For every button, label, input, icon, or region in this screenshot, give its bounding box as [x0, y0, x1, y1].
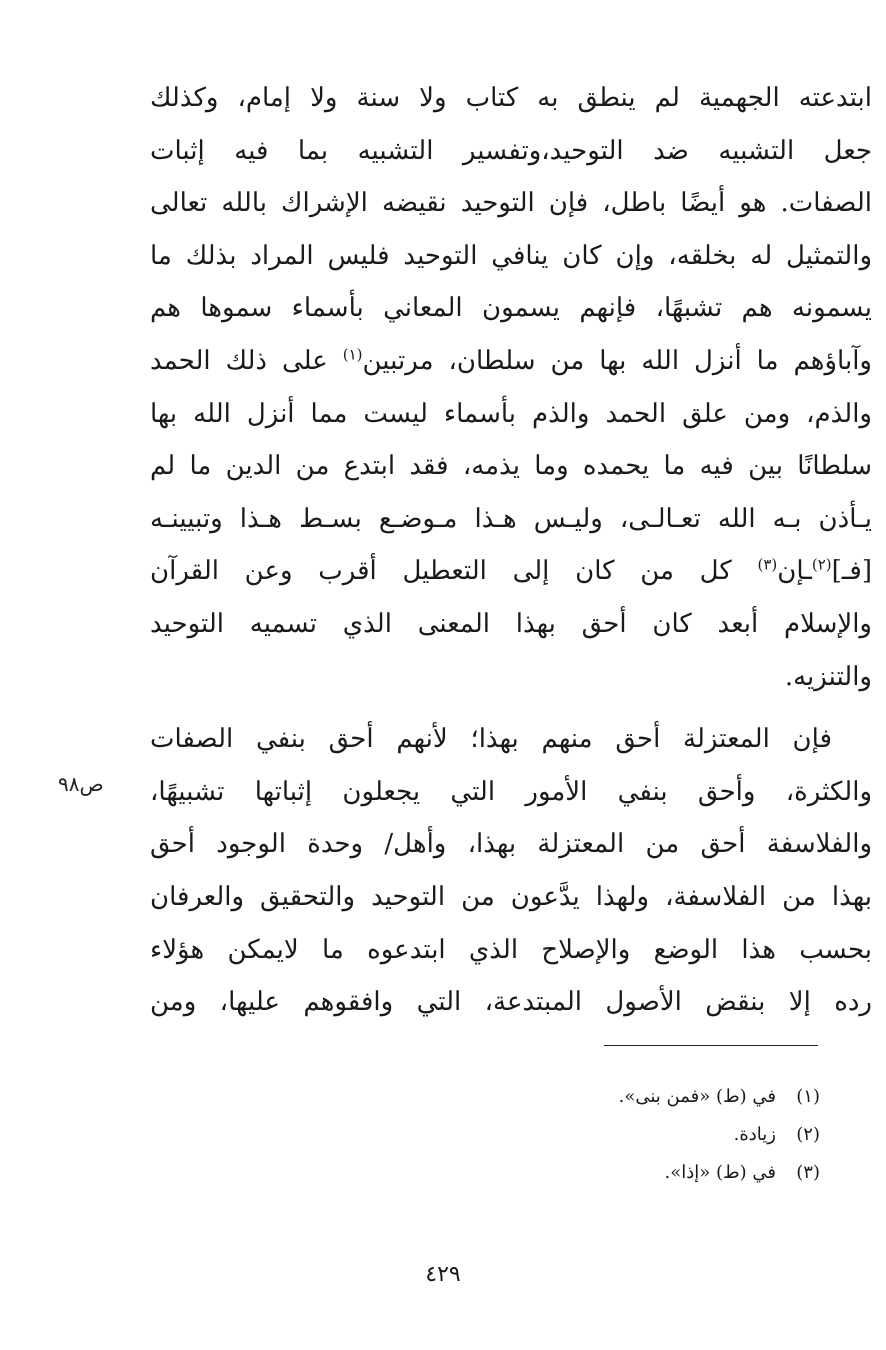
- footnote-1: [480, 1078, 820, 1116]
- footnote-2: [480, 1116, 820, 1154]
- page-number: ٤٢٩: [425, 1262, 461, 1287]
- text-line: والفلاسفة أحق من المعتزلة بهذا، وأهل/ وحدة الوجود أحق: [150, 829, 872, 860]
- footnote-text: زيادة.: [733, 1124, 776, 1145]
- text-segment: وآباؤهم ما أنزل الله بها من سلطان، مرتبين: [362, 345, 872, 376]
- footnote-divider: [604, 1045, 818, 1046]
- text-line: [150, 335, 872, 388]
- text-line: [150, 545, 872, 598]
- text-line: والذم، ومن علق الحمد والذم بأسماء ليست مما أنزل الله بها: [150, 398, 872, 429]
- text-line: يـأذن بـه الله تعـالـى، وليـس هـذا مـوضـع بسـط هـذا وتبيينـه: [150, 503, 872, 534]
- footnote-number: (١): [796, 1086, 820, 1107]
- footnote-number: (٣): [796, 1162, 820, 1183]
- footnote-text: في (ط) «فمن بنى».: [618, 1086, 776, 1107]
- main-text: [150, 72, 872, 1029]
- footnote-ref-3: (٣): [757, 555, 778, 574]
- text-line: والتنزيه.: [784, 661, 872, 692]
- footnote-ref-2: (٢): [811, 555, 832, 574]
- text-line: جعل التشبيه ضد التوحيد،وتفسير التشبيه بما فيه إثبات: [150, 135, 872, 166]
- text-line: والكثرة، وأحق بنفي الأمور التي يجعلون إثباتها تشبيهًا،: [150, 776, 872, 807]
- text-line: فإن المعتزلة أحق منهم بهذا؛ لأنهم أحق بنفي الصفات: [150, 724, 832, 755]
- manuscript-page-marker: ص٩٨: [58, 772, 104, 796]
- paragraph-gap: [150, 703, 872, 713]
- text-line: والإسلام أبعد كان أحق بهذا المعنى الذي تسميه التوحيد: [150, 608, 872, 639]
- text-line: رده إلا بنقض الأصول المبتدعة، التي وافقوهم عليها، ومن: [150, 987, 872, 1018]
- footnotes: [480, 1078, 820, 1192]
- text-segment: كل من كان إلى التعطيل أقرب وعن القرآن: [150, 556, 758, 587]
- text-line: الصفات. هو أيضًا باطل، فإن التوحيد نقيضه الإشراك بالله تعالى: [150, 188, 872, 219]
- footnote-ref-1: (١): [342, 345, 363, 364]
- text-line: والتمثيل له بخلقه، وإن كان ينافي التوحيد فليس المراد بذلك ما: [150, 240, 872, 271]
- footnote-text: في (ط) «إذا».: [664, 1162, 776, 1183]
- text-line: بهذا من الفلاسفة، ولهذا يدَّعون من التوحيد والتحقيق والعرفان: [150, 881, 872, 912]
- text-line: بحسب هذا الوضع والإصلاح الذي ابتدعوه ما لايمكن هؤلاء: [150, 934, 872, 965]
- footnote-number: (٢): [796, 1124, 820, 1145]
- text-line: يسمونه هم تشبهًا، فإنهم يسمون المعاني بأسماء سموها هم: [150, 293, 872, 324]
- text-segment: على ذلك الحمد: [150, 345, 343, 376]
- text-line: ابتدعته الجهمية لم ينطق به كتاب ولا سنة ولا إمام، وكذلك: [150, 83, 872, 113]
- text-segment: ـإن: [777, 556, 812, 587]
- footnote-3: [480, 1154, 820, 1192]
- text-segment: [فـ]: [831, 556, 872, 587]
- text-line: سلطانًا بين فيه ما يحمده وما يذمه، فقد ابتدع من الدين ما لم: [150, 451, 872, 482]
